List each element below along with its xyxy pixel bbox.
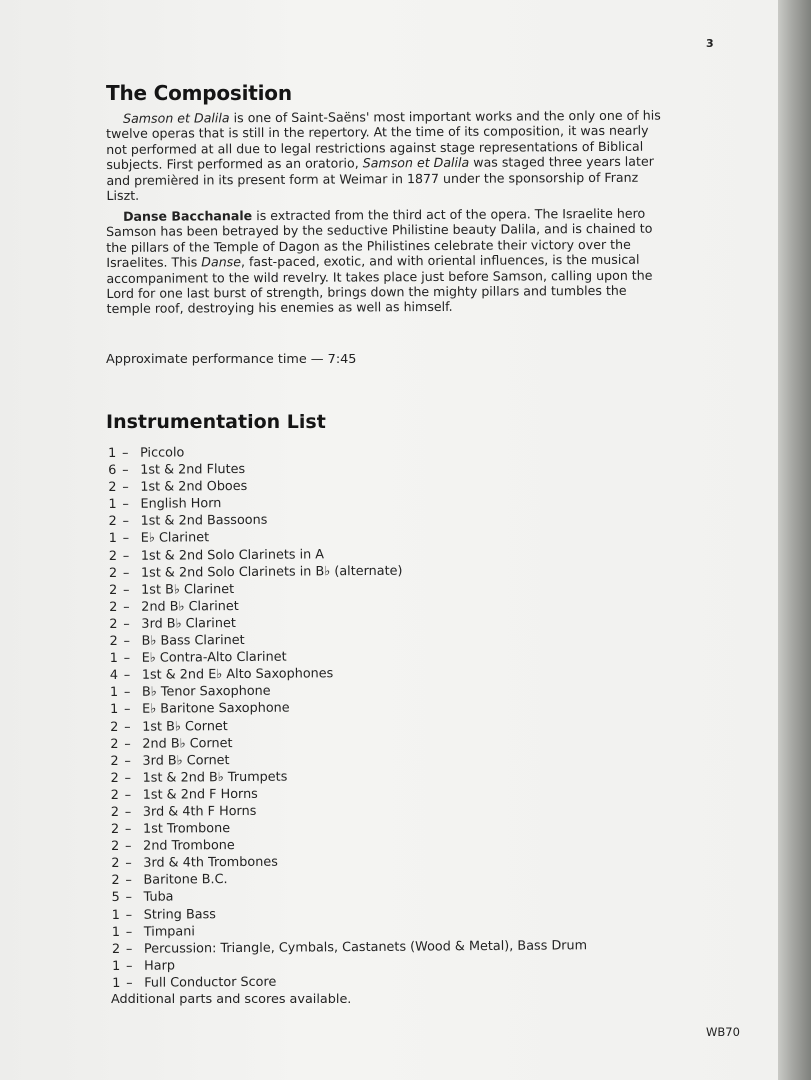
- instrument-quantity: 4: [109, 668, 119, 684]
- instrument-name: 3rd B♭ Clarinet: [141, 615, 236, 632]
- instrument-quantity: 1: [108, 497, 117, 513]
- instrument-quantity: 2: [108, 480, 117, 496]
- dash-separator: –: [125, 907, 133, 923]
- dash-separator: –: [122, 565, 130, 581]
- instrument-name: 1st & 2nd B♭ Trumpets: [142, 769, 288, 786]
- dash-separator: –: [123, 582, 130, 598]
- instrument-quantity: 2: [109, 633, 118, 650]
- instrument-quantity: 1: [111, 907, 120, 923]
- instrument-name: 2nd Trombone: [143, 838, 235, 854]
- instrument-quantity: 1: [110, 702, 119, 718]
- instrument-quantity: 2: [110, 821, 120, 838]
- instrument-name: 1st Trombone: [142, 821, 231, 837]
- instrument-quantity: 2: [109, 582, 118, 598]
- composition-heading: The Composition: [106, 81, 292, 105]
- instrument-quantity: 2: [111, 941, 121, 957]
- dash-separator: –: [124, 753, 131, 769]
- instrument-quantity: 5: [111, 890, 120, 906]
- opera-title: Samson et Dalila: [122, 110, 230, 126]
- instrument-quantity: 6: [108, 463, 117, 479]
- instrument-name: Baritone B.C.: [143, 872, 228, 889]
- dash-separator: –: [122, 514, 130, 530]
- instrument-name: E♭ Contra-Alto Clarinet: [141, 649, 287, 666]
- instrument-name: Tuba: [143, 889, 174, 906]
- dash-separator: –: [123, 668, 131, 684]
- instrument-name: 1st & 2nd Solo Clarinets in A: [140, 546, 325, 564]
- dash-separator: –: [125, 873, 132, 889]
- dash-separator: –: [125, 856, 132, 872]
- dash-separator: –: [123, 685, 131, 701]
- dash-separator: –: [123, 616, 130, 632]
- dash-separator: –: [125, 838, 132, 855]
- dash-separator: –: [123, 650, 131, 667]
- instrumentation-list: [108, 441, 672, 992]
- catalog-code: WB70: [706, 1025, 740, 1039]
- dash-separator: –: [124, 821, 132, 837]
- dash-separator: –: [124, 719, 131, 735]
- instrument-name: Full Conductor Score: [144, 974, 277, 991]
- instrument-name: 3rd B♭ Cornet: [142, 752, 230, 769]
- dash-separator: –: [126, 975, 133, 991]
- instrument-quantity: 2: [110, 770, 119, 786]
- instrument-quantity: 2: [110, 719, 119, 735]
- opera-title: Samson et Dalila: [362, 155, 470, 171]
- dash-separator: –: [124, 736, 131, 752]
- composition-paragraph-1: Samson et Dalila is one of Saint-Saëns' most important works and the only one of his twelve operas that is still in the repertory. At the time of its composition, it was nearly not performed at all due to legal restrictions against stage representations of Biblical subjects. First performed as an oratorio, Samson et Dalila was staged three years later and premièred in its present form at Weimar in 1877 under the sponsorship of Franz Liszt.: [106, 107, 661, 204]
- instrument-name: B♭ Bass Clarinet: [141, 632, 245, 649]
- instrument-name: E♭ Clarinet: [140, 530, 210, 547]
- instrument-name: 3rd & 4th F Horns: [142, 803, 257, 820]
- instrument-name: E♭ Baritone Saxophone: [142, 700, 290, 718]
- instrument-quantity: 2: [110, 787, 119, 803]
- dash-separator: –: [122, 497, 129, 513]
- dash-separator: –: [125, 941, 133, 957]
- instrument-name: 1st B♭ Cornet: [142, 718, 228, 735]
- instrument-quantity: 2: [111, 873, 120, 889]
- instrument-name: 1st & 2nd F Horns: [142, 786, 258, 803]
- instrument-quantity: 2: [111, 856, 120, 872]
- instrument-name: 1st & 2nd Flutes: [140, 462, 246, 478]
- page-number: 3: [706, 37, 714, 50]
- instrument-quantity: 2: [108, 514, 117, 530]
- instrument-quantity: 2: [110, 753, 119, 769]
- instrument-name: 1st & 2nd Oboes: [140, 479, 248, 495]
- dash-separator: –: [124, 804, 132, 820]
- instrument-quantity: 2: [109, 599, 118, 615]
- instrument-quantity: 1: [108, 445, 117, 461]
- dash-separator: –: [122, 548, 130, 564]
- instrument-quantity: 1: [109, 651, 118, 667]
- dash-separator: –: [126, 958, 133, 974]
- dash-separator: –: [122, 531, 130, 547]
- instrument-quantity: 2: [110, 736, 119, 752]
- dash-separator: –: [124, 770, 132, 786]
- additional-note: Additional parts and scores available.: [111, 992, 352, 1007]
- composition-paragraph-2: Danse Bacchanale is extracted from the third act of the opera. The Israelite hero Samson has been betrayed by the seductive Philistine beauty Dalila, and is chained to the pillars of the Temple of Dagon as the Philistines celebrate their victory over the Israelites. This Danse, fast-paced, exotic, and with oriental influences, is the musical accompaniment to the wild revelry. It takes place just before Samson, calling upon the Lord for one last burst of strength, brings down the mighty pillars and tumbles the temple roof, destroying his enemies as well as himself.: [106, 205, 653, 317]
- dash-separator: –: [123, 633, 131, 649]
- dash-separator: –: [124, 787, 132, 803]
- instrument-name: 3rd & 4th Trombones: [143, 854, 278, 871]
- dash-separator: –: [125, 890, 133, 906]
- instrument-name: 1st & 2nd E♭ Alto Saxophones: [141, 666, 334, 683]
- instrument-name: Timpani: [143, 923, 195, 940]
- instrument-name: String Bass: [143, 906, 216, 923]
- dash-separator: –: [123, 599, 130, 615]
- dash-separator: –: [125, 924, 133, 940]
- instrument-name: 2nd B♭ Clarinet: [141, 598, 239, 615]
- dash-separator: –: [122, 480, 129, 496]
- piece-title: Danse Bacchanale: [122, 208, 253, 224]
- instrument-quantity: 1: [112, 958, 121, 974]
- instrument-quantity: 2: [109, 616, 118, 632]
- instrument-quantity: 2: [111, 839, 120, 855]
- instrument-name: Harp: [144, 958, 176, 974]
- instrument-name: 1st & 2nd Solo Clarinets in B♭ (alternate): [140, 563, 403, 581]
- list-item: [112, 970, 672, 991]
- instrument-name: English Horn: [140, 496, 222, 513]
- performance-time: Approximate performance time — 7:45: [106, 352, 357, 367]
- instrument-quantity: 2: [110, 804, 120, 820]
- instrument-name: 2nd B♭ Cornet: [142, 735, 233, 752]
- instrumentation-heading: Instrumentation List: [106, 411, 326, 433]
- dash-separator: –: [122, 462, 129, 478]
- instrument-quantity: 2: [108, 565, 118, 581]
- dash-separator: –: [122, 445, 129, 461]
- instrument-quantity: 2: [108, 548, 118, 564]
- instrument-name: 1st & 2nd Bassoons: [140, 513, 268, 530]
- instrument-quantity: 1: [112, 975, 121, 991]
- instrument-quantity: 1: [108, 531, 117, 547]
- instrument-name: Piccolo: [140, 445, 185, 461]
- instrument-name: B♭ Tenor Saxophone: [141, 684, 271, 701]
- background-edge: [778, 0, 811, 1080]
- instrument-name: 1st B♭ Clarinet: [141, 581, 235, 598]
- dash-separator: –: [124, 702, 131, 718]
- instrument-quantity: 1: [111, 924, 121, 940]
- instrument-quantity: 1: [109, 685, 119, 701]
- instrument-name: Percussion: Triangle, Cymbals, Castanets (Wood & Metal), Bass Drum: [143, 937, 588, 957]
